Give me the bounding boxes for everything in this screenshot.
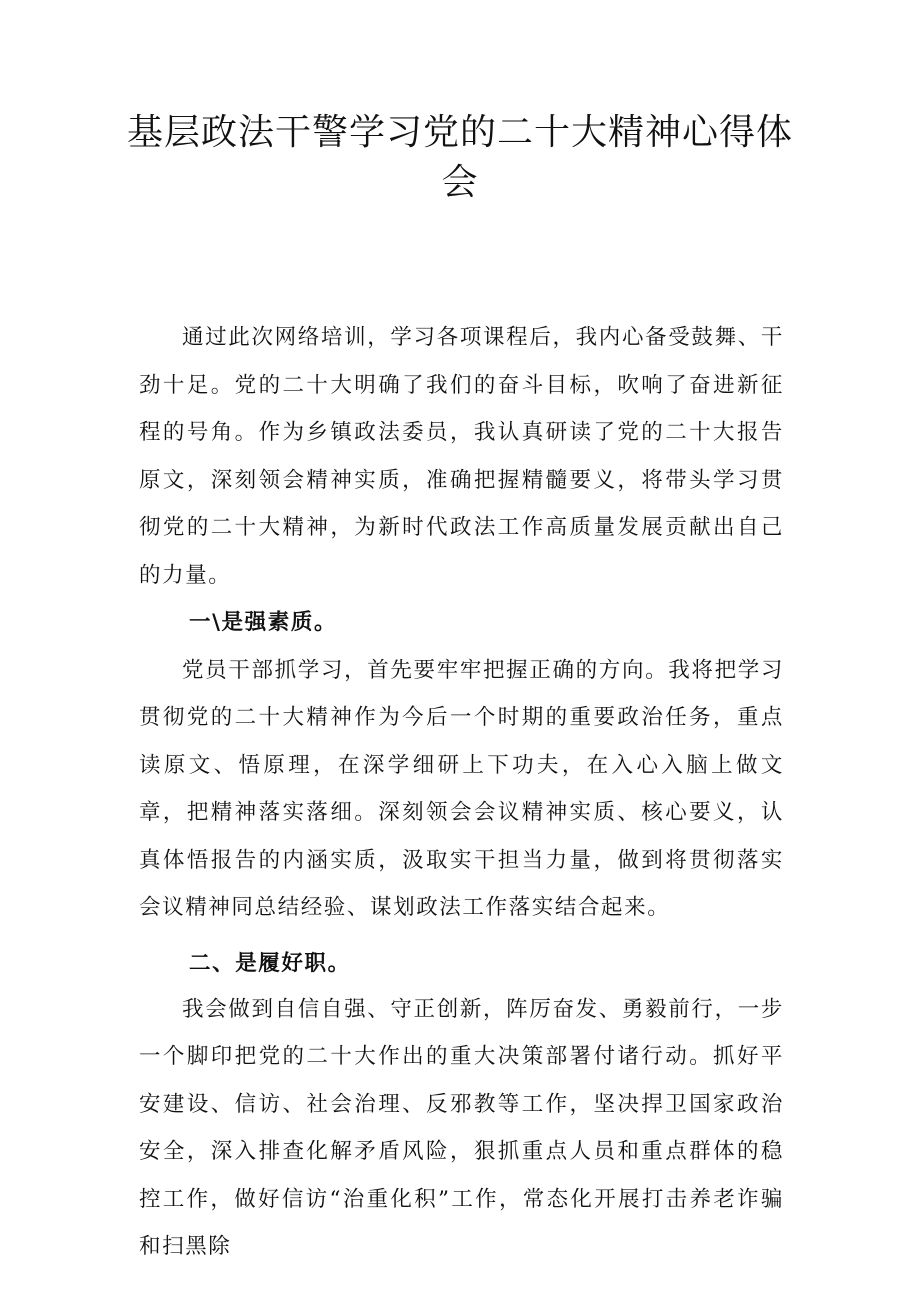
document-body (139, 314, 784, 1271)
document-title: 基层政法干警学习党的二十大精神心得体会 (126, 112, 793, 203)
section-2-paragraph: 我会做到自信自强、守正创新，阵厉奋发、勇毅前行，一步一个脚印把党的二十大作出的重大决策部署付诸行动。抓好平安建设、信访、社会治理、反邪教等工作，坚决捍卫国家政治安全，深入排查化解矛盾风险，狠抓重点人员和重点群体的稳控工作，做好信访“治重化积”工作，常态化开展打击养老诈骗和扫黑除 (139, 996, 784, 1259)
section-heading-2: 二、是履好职。 (189, 950, 351, 976)
section-1-paragraph: 党员干部抓学习，首先要牢牢把握正确的方向。我将把学习贯彻党的二十大精神作为今后一个时期的重要政治任务，重点读原文、悟原理，在深学细研上下功夫，在入心入脑上做文章，把精神落实落细。深刻领会会议精神实质、核心要义，认真体悟报告的内涵实质，汲取实干担当力量，做到将贯彻落实会议精神同总结经验、谋划政法工作落实结合起来。 (139, 657, 784, 920)
intro-paragraph: 通过此次网络培训，学习各项课程后，我内心备受鼓舞、干劲十足。党的二十大明确了我们的奋斗目标，吹响了奋进新征程的号角。作为乡镇政法委员，我认真研读了党的二十大报告原文，深刻领会精神实质，准确把握精髓要义，将带头学习贯彻党的二十大精神，为新时代政法工作高质量发展贡献出自己的力量。 (139, 325, 784, 588)
section-heading-1: 一\是强素质。 (189, 610, 338, 635)
